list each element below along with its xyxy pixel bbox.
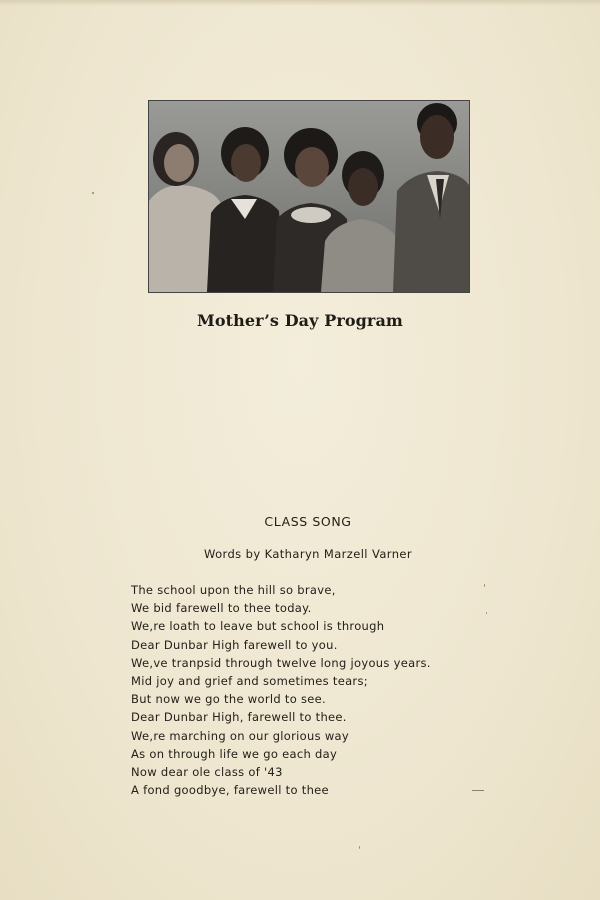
song-credit: Words by Katharyn Marzell Varner	[204, 547, 412, 561]
paper-speck	[484, 584, 485, 587]
paper-speck	[92, 192, 94, 194]
lyric-line: The school upon the hill so brave,	[131, 583, 336, 597]
lyric-line: Dear Dunbar High, farewell to thee.	[131, 710, 347, 725]
song-lyrics	[131, 581, 491, 799]
lyric-line: Now dear ole class of '43	[131, 765, 283, 780]
lyric-line: As on through life we go each day	[131, 746, 338, 761]
lyric-line: We,re marching on our glorious way	[131, 728, 349, 743]
page-title: Mother’s Day Program	[197, 311, 403, 330]
lyric-line: Mid joy and grief and sometimes tears;	[131, 674, 368, 689]
paper-speck	[359, 846, 360, 849]
lyric-line: We bid farewell to thee today.	[131, 601, 312, 616]
page-top-edge	[0, 0, 600, 6]
lyric-line: We,re loath to leave but school is through	[131, 619, 385, 634]
group-photo-icon	[149, 101, 469, 292]
paper-speck	[472, 790, 484, 791]
lyric-line: A fond goodbye, farewell to thee	[131, 783, 329, 798]
song-heading: CLASS SONG	[264, 514, 352, 529]
group-photo	[149, 101, 469, 292]
paper-speck	[486, 612, 487, 614]
lyric-line: But now we go the world to see.	[131, 692, 327, 707]
lyric-line: Dear Dunbar High farewell to you.	[131, 637, 338, 652]
lyric-line: We,ve tranpsid through twelve long joyous years.	[131, 655, 431, 670]
